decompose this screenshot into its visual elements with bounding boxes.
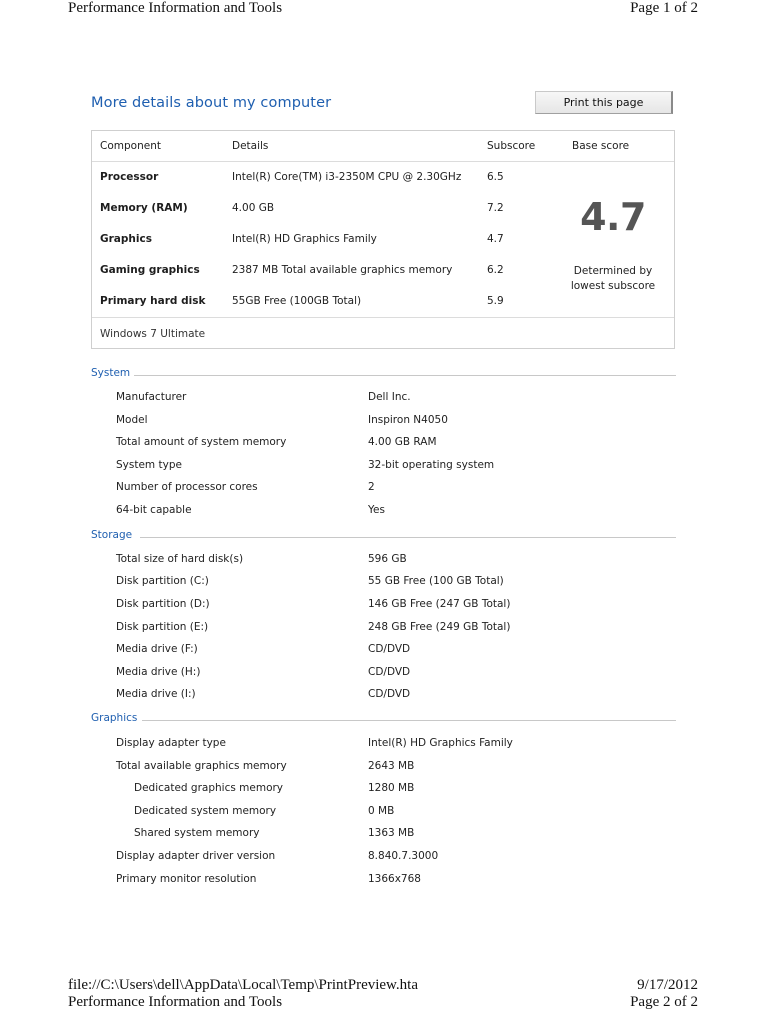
component-subscore: 6.2 (487, 264, 504, 276)
info-value: 8.840.7.3000 (368, 850, 439, 862)
info-value: 0 MB (368, 805, 395, 817)
info-label: Primary monitor resolution (116, 873, 257, 885)
info-value: 2 (368, 481, 375, 493)
component-subscore: 4.7 (487, 233, 504, 245)
info-value: Yes (368, 504, 385, 516)
info-value: 248 GB Free (249 GB Total) (368, 621, 511, 633)
info-label: Dedicated graphics memory (134, 782, 284, 794)
component-subscore: 6.5 (487, 171, 504, 183)
info-label: Dedicated system memory (134, 805, 277, 817)
info-label: Total available graphics memory (116, 760, 287, 772)
print-header-page-number: Page 1 of 2 (630, 0, 698, 16)
info-label: Media drive (I:) (116, 688, 196, 700)
component-subscore: 5.9 (487, 295, 504, 307)
info-value: CD/DVD (368, 643, 411, 655)
component-details: 2387 MB Total available graphics memory (232, 264, 453, 276)
base-score-note-line: Determined by (573, 265, 653, 277)
info-label: Media drive (F:) (116, 643, 198, 655)
header-base-score: Base score (572, 140, 630, 152)
info-label: Display adapter type (116, 737, 226, 749)
print-footer-page-number: Page 2 of 2 (630, 994, 698, 1010)
os-edition: Windows 7 Ultimate (100, 328, 206, 340)
section-title-graphics: Graphics (91, 712, 138, 724)
info-label: Model (116, 414, 148, 426)
info-label: 64-bit capable (116, 504, 192, 516)
info-label: Total size of hard disk(s) (116, 553, 244, 565)
header-subscore: Subscore (487, 140, 536, 152)
print-footer-path: file://C:\Users\dell\AppData\Local\Temp\PrintPreview.hta (68, 977, 418, 993)
score-table-header (92, 131, 674, 162)
info-value: 2643 MB (368, 760, 415, 772)
header-details: Details (232, 140, 269, 152)
header-component: Component (100, 140, 161, 152)
print-page-button[interactable]: Print this page (535, 91, 673, 114)
component-details: Intel(R) Core(TM) i3-2350M CPU @ 2.30GHz (232, 171, 462, 183)
info-label: Display adapter driver version (116, 850, 276, 862)
info-value: 55 GB Free (100 GB Total) (368, 575, 504, 587)
info-label: System type (116, 459, 182, 471)
info-label: Number of processor cores (116, 481, 258, 493)
info-label: Disk partition (C:) (116, 575, 209, 587)
page-title: More details about my computer (91, 95, 332, 111)
section-title-storage: Storage (91, 529, 133, 541)
component-details: 4.00 GB (232, 202, 275, 214)
print-footer-title: Performance Information and Tools (68, 994, 283, 1010)
os-row (92, 317, 674, 350)
info-value: 1280 MB (368, 782, 415, 794)
info-label: Disk partition (E:) (116, 621, 209, 633)
base-score-note-line: lowest subscore (570, 280, 656, 292)
info-value: Inspiron N4050 (368, 414, 448, 426)
info-label: Manufacturer (116, 391, 187, 403)
print-footer-date: 9/17/2012 (637, 977, 698, 993)
info-label: Media drive (H:) (116, 666, 201, 678)
section-divider (140, 537, 676, 538)
component-name: Gaming graphics (100, 264, 200, 276)
score-table (91, 130, 675, 349)
section-title-system: System (91, 367, 131, 379)
info-value: 146 GB Free (247 GB Total) (368, 598, 511, 610)
info-value: Intel(R) HD Graphics Family (368, 737, 513, 749)
info-label: Total amount of system memory (116, 436, 287, 448)
info-value: 1363 MB (368, 827, 415, 839)
info-value: 4.00 GB RAM (368, 436, 437, 448)
component-name: Processor (100, 171, 159, 183)
base-score-value: 4.7 (580, 195, 646, 239)
section-divider (134, 375, 676, 376)
component-name: Primary hard disk (100, 295, 206, 307)
component-name: Memory (RAM) (100, 202, 188, 214)
print-header-title: Performance Information and Tools (68, 0, 283, 16)
component-subscore: 7.2 (487, 202, 504, 214)
component-name: Graphics (100, 233, 152, 245)
info-label: Disk partition (D:) (116, 598, 210, 610)
info-value: CD/DVD (368, 688, 411, 700)
info-value: Dell Inc. (368, 391, 411, 403)
base-score-note (558, 264, 668, 294)
info-value: CD/DVD (368, 666, 411, 678)
component-details: Intel(R) HD Graphics Family (232, 233, 377, 245)
section-divider (142, 720, 676, 721)
component-details: 55GB Free (100GB Total) (232, 295, 362, 307)
info-value: 596 GB (368, 553, 407, 565)
info-label: Shared system memory (134, 827, 260, 839)
info-value: 1366x768 (368, 873, 421, 885)
info-value: 32-bit operating system (368, 459, 495, 471)
